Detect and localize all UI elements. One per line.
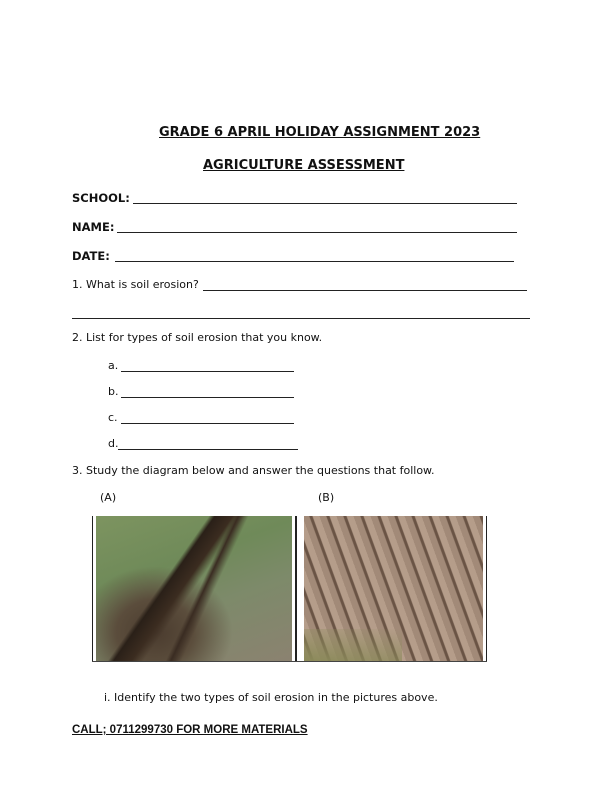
table-bottom-border [92, 661, 487, 662]
item-a-label: a. [108, 359, 119, 372]
item-a-field[interactable] [121, 371, 294, 372]
date-field[interactable] [115, 261, 514, 262]
rill-erosion-image [304, 516, 483, 661]
gully-erosion-image [96, 516, 292, 661]
page-subtitle: AGRICULTURE ASSESSMENT [203, 158, 405, 173]
question-2: 2. List for types of soil erosion that you know. [72, 331, 323, 344]
item-d-label: d. [108, 437, 119, 450]
name-label: NAME: [72, 220, 115, 234]
footer-call: CALL; 0711299730 FOR MORE MATERIALS [72, 724, 308, 736]
page-title: GRADE 6 APRIL HOLIDAY ASSIGNMENT 2023 [159, 125, 481, 140]
answer-1-line-1[interactable] [203, 290, 527, 291]
school-label: SCHOOL: [72, 191, 130, 205]
item-c-label: c. [108, 411, 118, 424]
picture-a-label: (A) [100, 491, 117, 504]
picture-b-label: (B) [318, 491, 335, 504]
school-field[interactable] [133, 203, 517, 204]
name-field[interactable] [117, 232, 517, 233]
item-b-field[interactable] [121, 397, 294, 398]
question-3-i: i. Identify the two types of soil erosion in the pictures above. [104, 691, 438, 704]
item-b-label: b. [108, 385, 119, 398]
question-3: 3. Study the diagram below and answer the questions that follow. [72, 464, 435, 477]
item-d-field[interactable] [118, 449, 298, 450]
date-label: DATE: [72, 249, 110, 263]
answer-1-line-2[interactable] [72, 318, 530, 319]
item-c-field[interactable] [121, 423, 294, 424]
question-1: 1. What is soil erosion? [72, 278, 199, 291]
